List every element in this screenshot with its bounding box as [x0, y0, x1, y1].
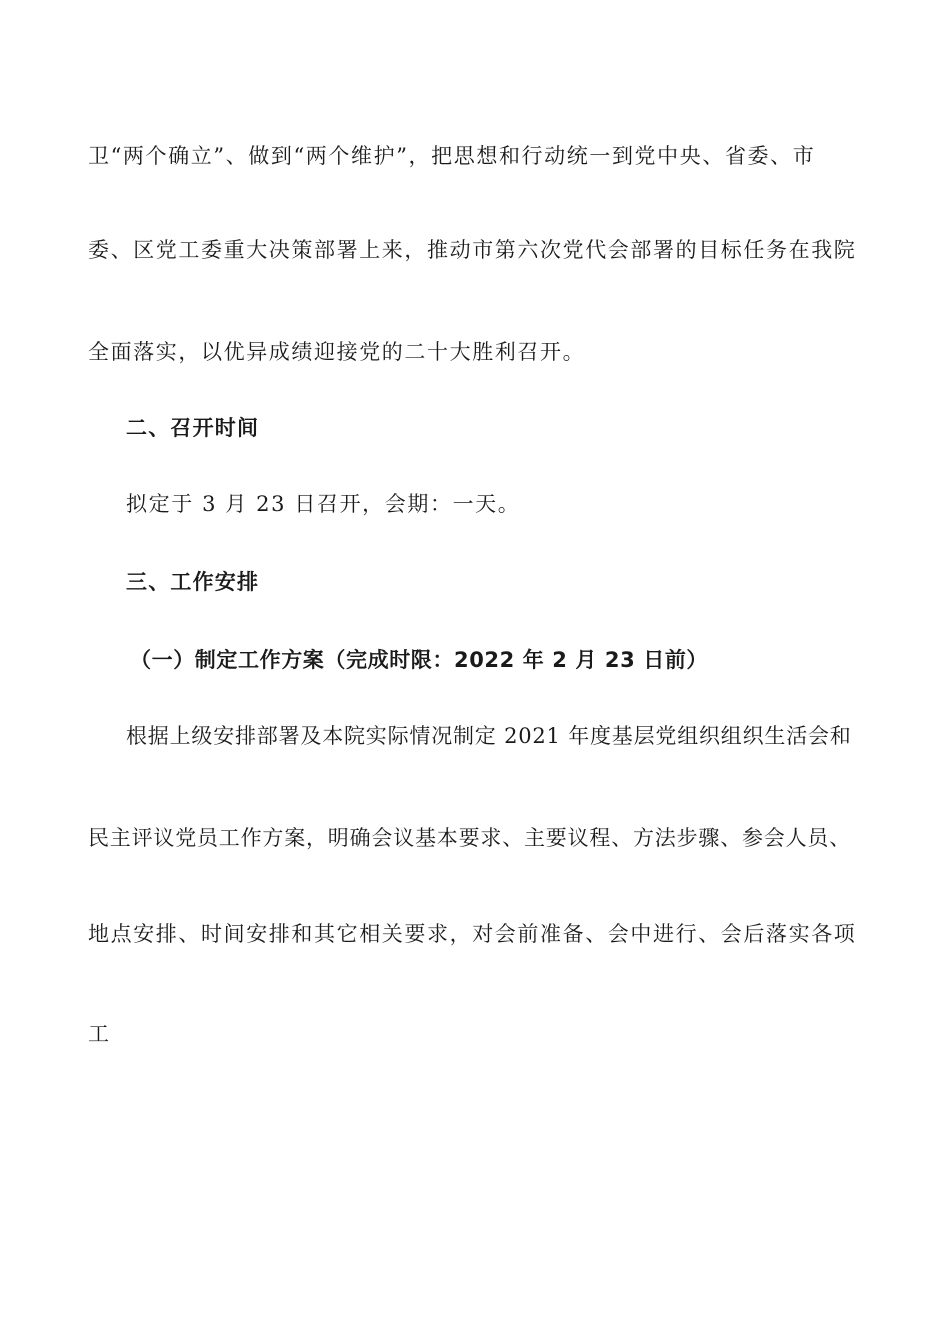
paragraph-line: 工: [88, 1022, 111, 1046]
paragraph-line: 地点安排、时间安排和其它相关要求，对会前准备、会中进行、会后落实各项: [88, 922, 857, 946]
section-heading: 三、工作安排: [126, 570, 260, 594]
paragraph-line: 民主评议党员工作方案，明确会议基本要求、主要议程、方法步骤、参会人员、: [88, 826, 851, 850]
paragraph-line: 根据上级安排部署及本院实际情况制定 2021 年度基层党组织组织生活会和: [126, 724, 852, 748]
subsection-heading: （一）制定工作方案（完成时限：2022 年 2 月 23 日前）: [130, 648, 709, 672]
paragraph-line: 委、区党工委重大决策部署上来，推动市第六次党代会部署的目标任务在我院: [88, 238, 857, 262]
paragraph-line: 全面落实，以优异成绩迎接党的二十大胜利召开。: [88, 340, 586, 364]
section-heading: 二、召开时间: [126, 416, 260, 440]
paragraph-line: 卫“两个确立”、做到“两个维护”，把思想和行动统一到党中央、省委、市: [88, 144, 816, 168]
section-body: 拟定于 3 月 23 日召开，会期：一天。: [126, 492, 521, 516]
